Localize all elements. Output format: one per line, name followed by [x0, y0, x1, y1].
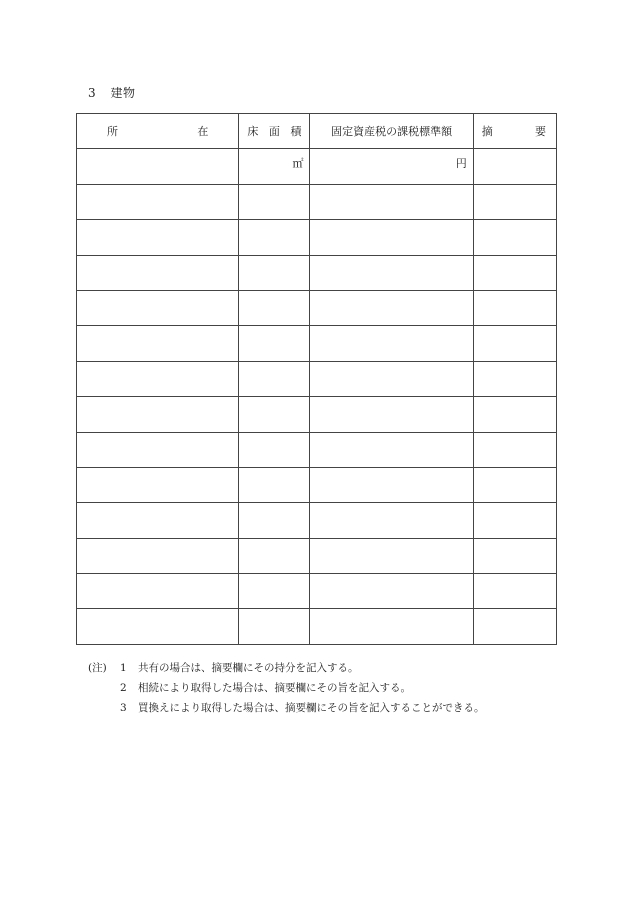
floor-area-cell[interactable] [239, 326, 310, 361]
location-cell[interactable] [77, 432, 239, 467]
header-location: 所 在 [77, 114, 239, 149]
remarks-cell[interactable] [473, 432, 556, 467]
table-row [77, 361, 557, 396]
section-label: 建物 [110, 86, 136, 100]
location-cell[interactable] [77, 184, 239, 219]
section-title [88, 84, 135, 101]
header-row [77, 114, 557, 149]
tax-base-cell[interactable] [310, 184, 473, 219]
yen-unit: 円 [455, 157, 467, 171]
tax-base-cell[interactable] [310, 220, 473, 255]
tax-base-cell[interactable] [310, 538, 473, 573]
location-cell[interactable] [77, 326, 239, 361]
table-row [77, 255, 557, 290]
location-cell[interactable] [77, 255, 239, 290]
tax-base-cell[interactable] [310, 574, 473, 609]
remarks-cell[interactable] [473, 290, 556, 325]
note-item: (注) 1 共有の場合は、摘要欄にその持分を記入する。 [88, 658, 485, 678]
location-cell[interactable] [77, 290, 239, 325]
building-table [76, 113, 557, 645]
location-cell[interactable] [77, 361, 239, 396]
location-cell[interactable] [77, 467, 239, 502]
floor-area-cell[interactable] [239, 397, 310, 432]
tax-base-cell[interactable] [310, 609, 473, 644]
table-row [77, 503, 557, 538]
header-tax-base: 固定資産税の課税標準額 [310, 114, 473, 149]
location-cell[interactable] [77, 397, 239, 432]
location-cell[interactable] [77, 574, 239, 609]
area-unit-cell[interactable] [239, 149, 310, 184]
table-row [77, 432, 557, 467]
area-unit: ㎡ [292, 157, 304, 171]
floor-area-cell[interactable] [239, 467, 310, 502]
table-row [77, 467, 557, 502]
remarks-cell[interactable] [473, 467, 556, 502]
tax-base-cell[interactable] [310, 255, 473, 290]
floor-area-cell[interactable] [239, 574, 310, 609]
location-cell[interactable] [77, 149, 239, 184]
tax-base-cell[interactable] [310, 397, 473, 432]
tax-base-cell[interactable] [310, 326, 473, 361]
note-item: 3 買換えにより取得した場合は、摘要欄にその旨を記入することができる。 [120, 702, 485, 714]
remarks-cell[interactable] [473, 397, 556, 432]
tax-base-cell[interactable] [310, 361, 473, 396]
note-item: 2 相続により取得した場合は、摘要欄にその旨を記入する。 [120, 682, 411, 694]
tax-base-cell[interactable] [310, 290, 473, 325]
remarks-cell[interactable] [473, 609, 556, 644]
location-cell[interactable] [77, 503, 239, 538]
table-row [77, 326, 557, 361]
floor-area-cell[interactable] [239, 184, 310, 219]
floor-area-cell[interactable] [239, 538, 310, 573]
floor-area-cell[interactable] [239, 432, 310, 467]
floor-area-cell[interactable] [239, 255, 310, 290]
remarks-cell[interactable] [473, 538, 556, 573]
remarks-cell[interactable] [473, 184, 556, 219]
remarks-cell[interactable] [473, 326, 556, 361]
notes [88, 658, 485, 718]
tax-unit-cell[interactable] [310, 149, 473, 184]
tax-base-cell[interactable] [310, 503, 473, 538]
floor-area-cell[interactable] [239, 290, 310, 325]
notes-label: (注) [88, 662, 107, 674]
units-row [77, 149, 557, 184]
floor-area-cell[interactable] [239, 609, 310, 644]
table-row [77, 538, 557, 573]
remarks-cell[interactable] [473, 255, 556, 290]
floor-area-cell[interactable] [239, 361, 310, 396]
tax-base-cell[interactable] [310, 467, 473, 502]
floor-area-cell[interactable] [239, 503, 310, 538]
table-row [77, 609, 557, 644]
header-remarks: 摘 要 [473, 114, 556, 149]
floor-area-cell[interactable] [239, 220, 310, 255]
remarks-cell[interactable] [473, 149, 556, 184]
tax-base-cell[interactable] [310, 432, 473, 467]
table-row [77, 290, 557, 325]
location-cell[interactable] [77, 220, 239, 255]
table-row [77, 574, 557, 609]
remarks-cell[interactable] [473, 220, 556, 255]
table-row [77, 397, 557, 432]
location-cell[interactable] [77, 609, 239, 644]
location-cell[interactable] [77, 538, 239, 573]
remarks-cell[interactable] [473, 574, 556, 609]
remarks-cell[interactable] [473, 361, 556, 396]
header-floor-area: 床 面 積 [239, 114, 310, 149]
table-row [77, 220, 557, 255]
section-number: 3 [88, 86, 97, 100]
table-row [77, 184, 557, 219]
remarks-cell[interactable] [473, 503, 556, 538]
